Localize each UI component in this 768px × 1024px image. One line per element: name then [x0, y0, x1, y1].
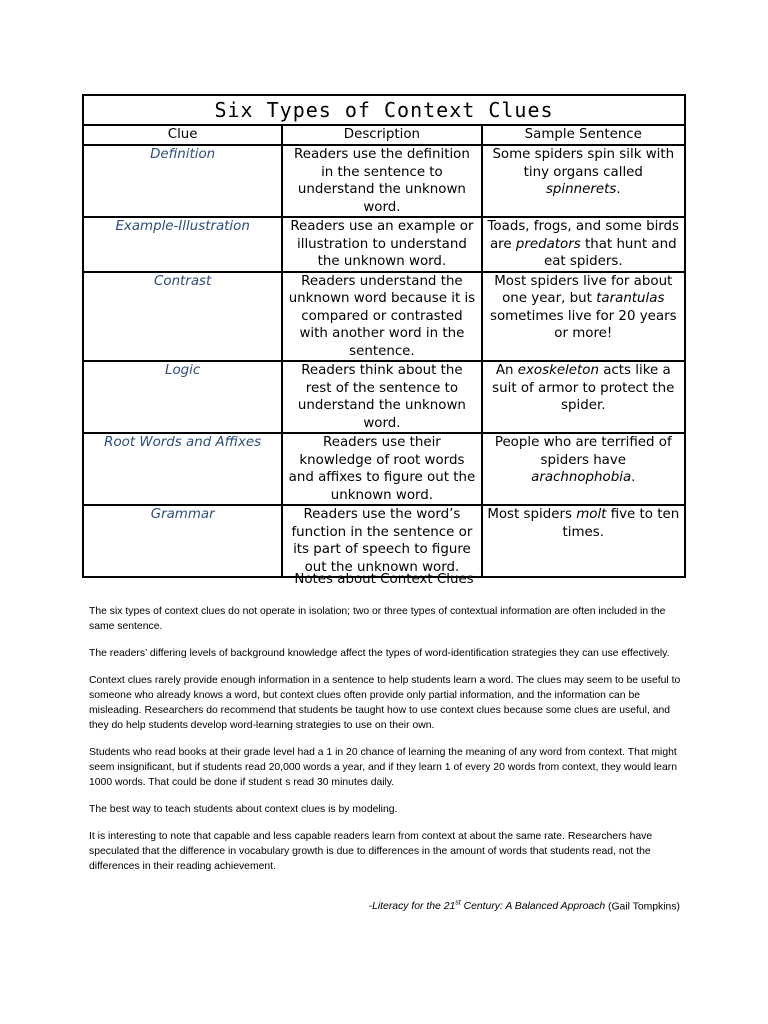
note-paragraph: It is interesting to note that capable and less capable readers learn from context at about the same rate. Researchers have speculated that the difference in vocabulary growth is due to differences in the amount of words that students read, not the differences in their reading achievement. [89, 831, 653, 872]
description-cell: Readers use an example or illustration to understand the unknown word. [282, 217, 481, 272]
header-description: Description [282, 125, 481, 145]
table-row [83, 433, 685, 505]
clue-root-words-affixes: Root Words and Affixes [83, 433, 282, 505]
target-word: predators [515, 236, 581, 252]
target-word: exoskeleton [517, 363, 599, 378]
clue-logic: Logic [83, 361, 282, 433]
header-sample-sentence: Sample Sentence [482, 125, 685, 145]
description-cell: Readers use their knowledge of root words and affixes to figure out the unknown word. [282, 433, 481, 505]
notes-section [89, 604, 684, 886]
description-cell: Readers think about the rest of the sentence to understand the unknown word. [282, 361, 481, 433]
context-clues-table [82, 94, 686, 578]
sample-cell: An exoskeleton acts like a suit of armor to protect the spider. [482, 361, 685, 433]
table-row [83, 361, 685, 433]
target-word: molt [576, 507, 607, 522]
sample-cell: Most spiders live for about one year, but tarantulas sometimes live for 20 years or more! [482, 272, 685, 362]
notes-title: Notes about Context Clues [294, 572, 474, 587]
sample-cell: People who are terrified of spiders have arachnophobia. [482, 433, 685, 505]
table-row [83, 272, 685, 362]
note-paragraph: The best way to teach students about context clues is by modeling. [89, 804, 398, 815]
description-cell: Readers understand the unknown word because it is compared or contrasted with another word in the sentence. [282, 272, 481, 362]
clue-example-illustration: Example-Illustration [83, 217, 282, 272]
description-cell: Readers use the definition in the sentence to understand the unknown word. [282, 145, 481, 217]
header-clue: Clue [83, 125, 282, 145]
description-cell: Readers use the word’s function in the sentence or its part of speech to figure out the unknown word. [282, 505, 481, 577]
sample-cell: Some spiders spin silk with tiny organs called spinnerets. [482, 145, 685, 217]
sample-cell: Most spiders molt five to ten times. [482, 505, 685, 577]
citation: -Literacy for the 21st Century: A Balanced Approach (Gail Tompkins) [368, 900, 680, 913]
sample-cell: Toads, frogs, and some birds are predators that hunt and eat spiders. [482, 217, 685, 272]
table-title: Six Types of Context Clues [83, 95, 685, 125]
target-word: spinnerets [545, 182, 617, 197]
clue-contrast: Contrast [83, 272, 282, 362]
target-word: arachnophobia [531, 470, 632, 485]
note-paragraph: The readers’ differing levels of background knowledge affect the types of word-identification strategies they can use effectively. [89, 648, 670, 659]
note-paragraph: The six types of context clues do not operate in isolation; two or three types of contextual information are often included in the same sentence. [89, 606, 666, 632]
target-word: tarantulas [596, 291, 665, 306]
clue-grammar: Grammar [83, 505, 282, 577]
note-paragraph: Context clues rarely provide enough information in a sentence to help students learn a word. The clues may seem to be useful to someone who already knows a word, but context clues often provide only partial information, and the information can be misleading. Researchers do recommend that students be taught how to use context clues because some clues are useful, and they do help students develop word-learning strategies to use on their own. [89, 675, 681, 731]
table-row [83, 145, 685, 217]
table-row [83, 217, 685, 272]
note-paragraph: Students who read books at their grade level had a 1 in 20 chance of learning the meaning of any word from context. That might seem insignificant, but if students read 20,000 words a year, and if they learn 1 of every 20 words from context, they would learn 1000 words. That could be done if student s read 30 minutes daily. [89, 747, 677, 788]
clue-definition: Definition [83, 145, 282, 217]
table-row [83, 505, 685, 577]
